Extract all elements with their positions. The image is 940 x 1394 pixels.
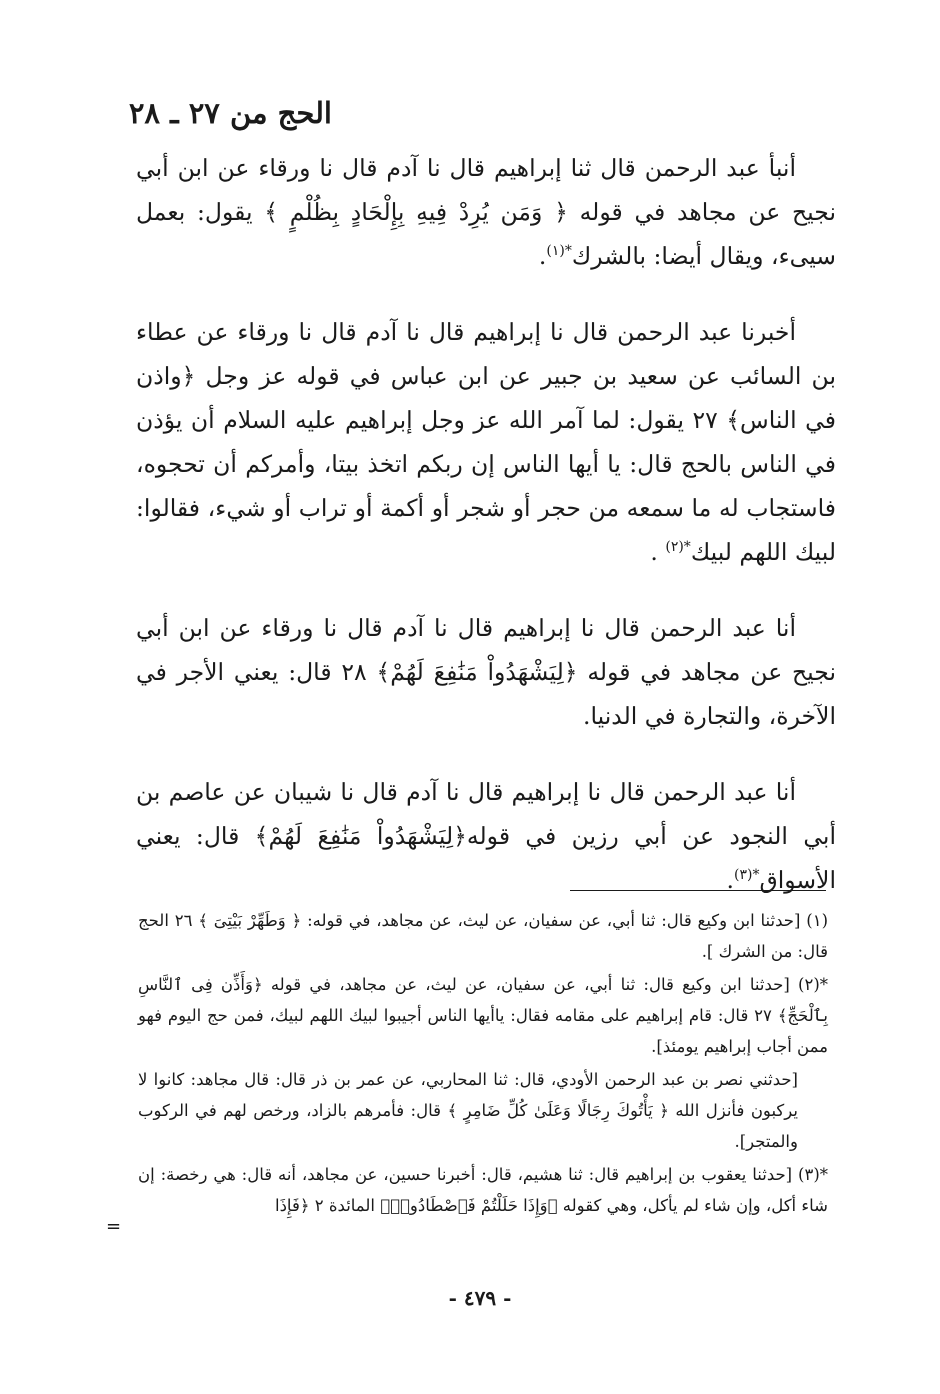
paragraph-tail: . [726,866,734,894]
page-header: الحج من ٢٧ ـ ٢٨ [128,96,332,130]
footnote: *(٢) [حدثنا ابن وكيع قال: ثنا أبي، عن سفيان، عن ليث، عن مجاهد، في قوله ﴿وَأَذِّن فِى ٱلنَّاسِ بِٱلْحَجِّ﴾ ٢٧ قال: قام إبراهيم على مقامه فقال: ياأيها الناس أجيبوا لبيك اللهم لبيك، فمن حج اليوم فهو ممن أجاب إبراهيم يومئذ]. [138,975,828,1056]
paragraph [136,310,836,574]
paragraph [136,146,836,278]
paragraph-tail: . [650,538,666,566]
footnote: [حدثني نصر بن عبد الرحمن الأودي، قال: ثنا المحاربي، عن عمر بن ذر قال: قال مجاهد: كانوا لا يركبون فأنزل الله ﴿ يَأْتُوكَ رِجَالًا وَعَلَىٰ كُلِّ ضَامِرٍ ﴾ قال: فأمرهم بالزاد، ورخص لهم في الركوب والمتجر]. [138,1070,798,1151]
paragraph [136,770,836,902]
paragraph-text: أنا عبد الرحمن قال نا إبراهيم قال نا آدم قال نا شيبان عن عاصم بن أبي النجود عن أبي رزين في قوله﴿لِيَشْهَدُواْ مَنَٰفِعَ لَهُمْ﴾ قال: يعني الأسواق [136,778,836,894]
footnote-marker: *(٣) [734,867,760,884]
footnote-marker: *(١) [546,243,572,260]
main-text [136,146,836,934]
paragraph-text: أخبرنا عبد الرحمن قال نا إبراهيم قال نا آدم قال نا ورقاء عن عطاء بن السائب عن سعيد بن جبير عن ابن عباس في قوله عز وجل ﴿واذن في الناس﴾ ٢٧ يقول: لما آمر الله عز وجل إبراهيم عليه السلام أن يؤذن في الناس بالحج قال: يا أيها الناس إن ربكم اتخذ بيتا، وأمركم أن تحجوه، فاستجاب له ما سمعه من حجر أو شجر أو أكمة أو تراب أو شيء، فقالوا: لبيك اللهم لبيك [136,318,836,566]
continuation-mark: = [106,1216,122,1237]
paragraph-text: أنا عبد الرحمن قال نا إبراهيم قال نا آدم قال نا ورقاء عن ابن أبي نجيح عن مجاهد في قوله ﴿لِيَشْهَدُواْ مَنَٰفِعَ لَهُمْ﴾ ٢٨ قال: يعني الأجر في الآخرة، والتجارة في الدنيا. [136,614,836,730]
paragraph [136,606,836,738]
paragraph-text: أنبأ عبد الرحمن قال ثنا إبراهيم قال نا آدم قال نا ورقاء عن ابن أبي نجيح عن مجاهد في قوله ﴿ وَمَن يُرِدْ فِيهِ بِإِلْحَادٍ بِظُلْمٍ ﴾ يقول: بعمل سيىء، ويقال أيضا: بالشرك [136,154,836,270]
paragraph-tail: . [538,242,547,270]
page-number: - ٤٧٩ - [448,1286,512,1310]
footnote-marker: *(٢) [665,539,691,556]
footnote-divider [570,890,826,891]
footnotes [138,905,828,1223]
footnote: *(٣) [حدثنا يعقوب بن إبراهيم قال: ثنا هشيم، قال: أخبرنا حسين، عن مجاهد، أنه قال: هي رخصة: إن شاء أكل، وإن شاء لم يأكل، وهي كقوله ﴿وَإِذَا حَلَلْتُمْ فَٱصْطَادُوا۟﴾ المائدة ٢ ﴿فَإِذَا [138,1165,828,1215]
footnote: (١) [حدثنا ابن وكيع قال: ثنا أبي، عن سفيان، عن ليث، عن مجاهد، في قوله: ﴿ وَطَهِّرْ بَيْتِىَ ﴾ ٢٦ الحج قال: من الشرك ]. [138,911,828,961]
